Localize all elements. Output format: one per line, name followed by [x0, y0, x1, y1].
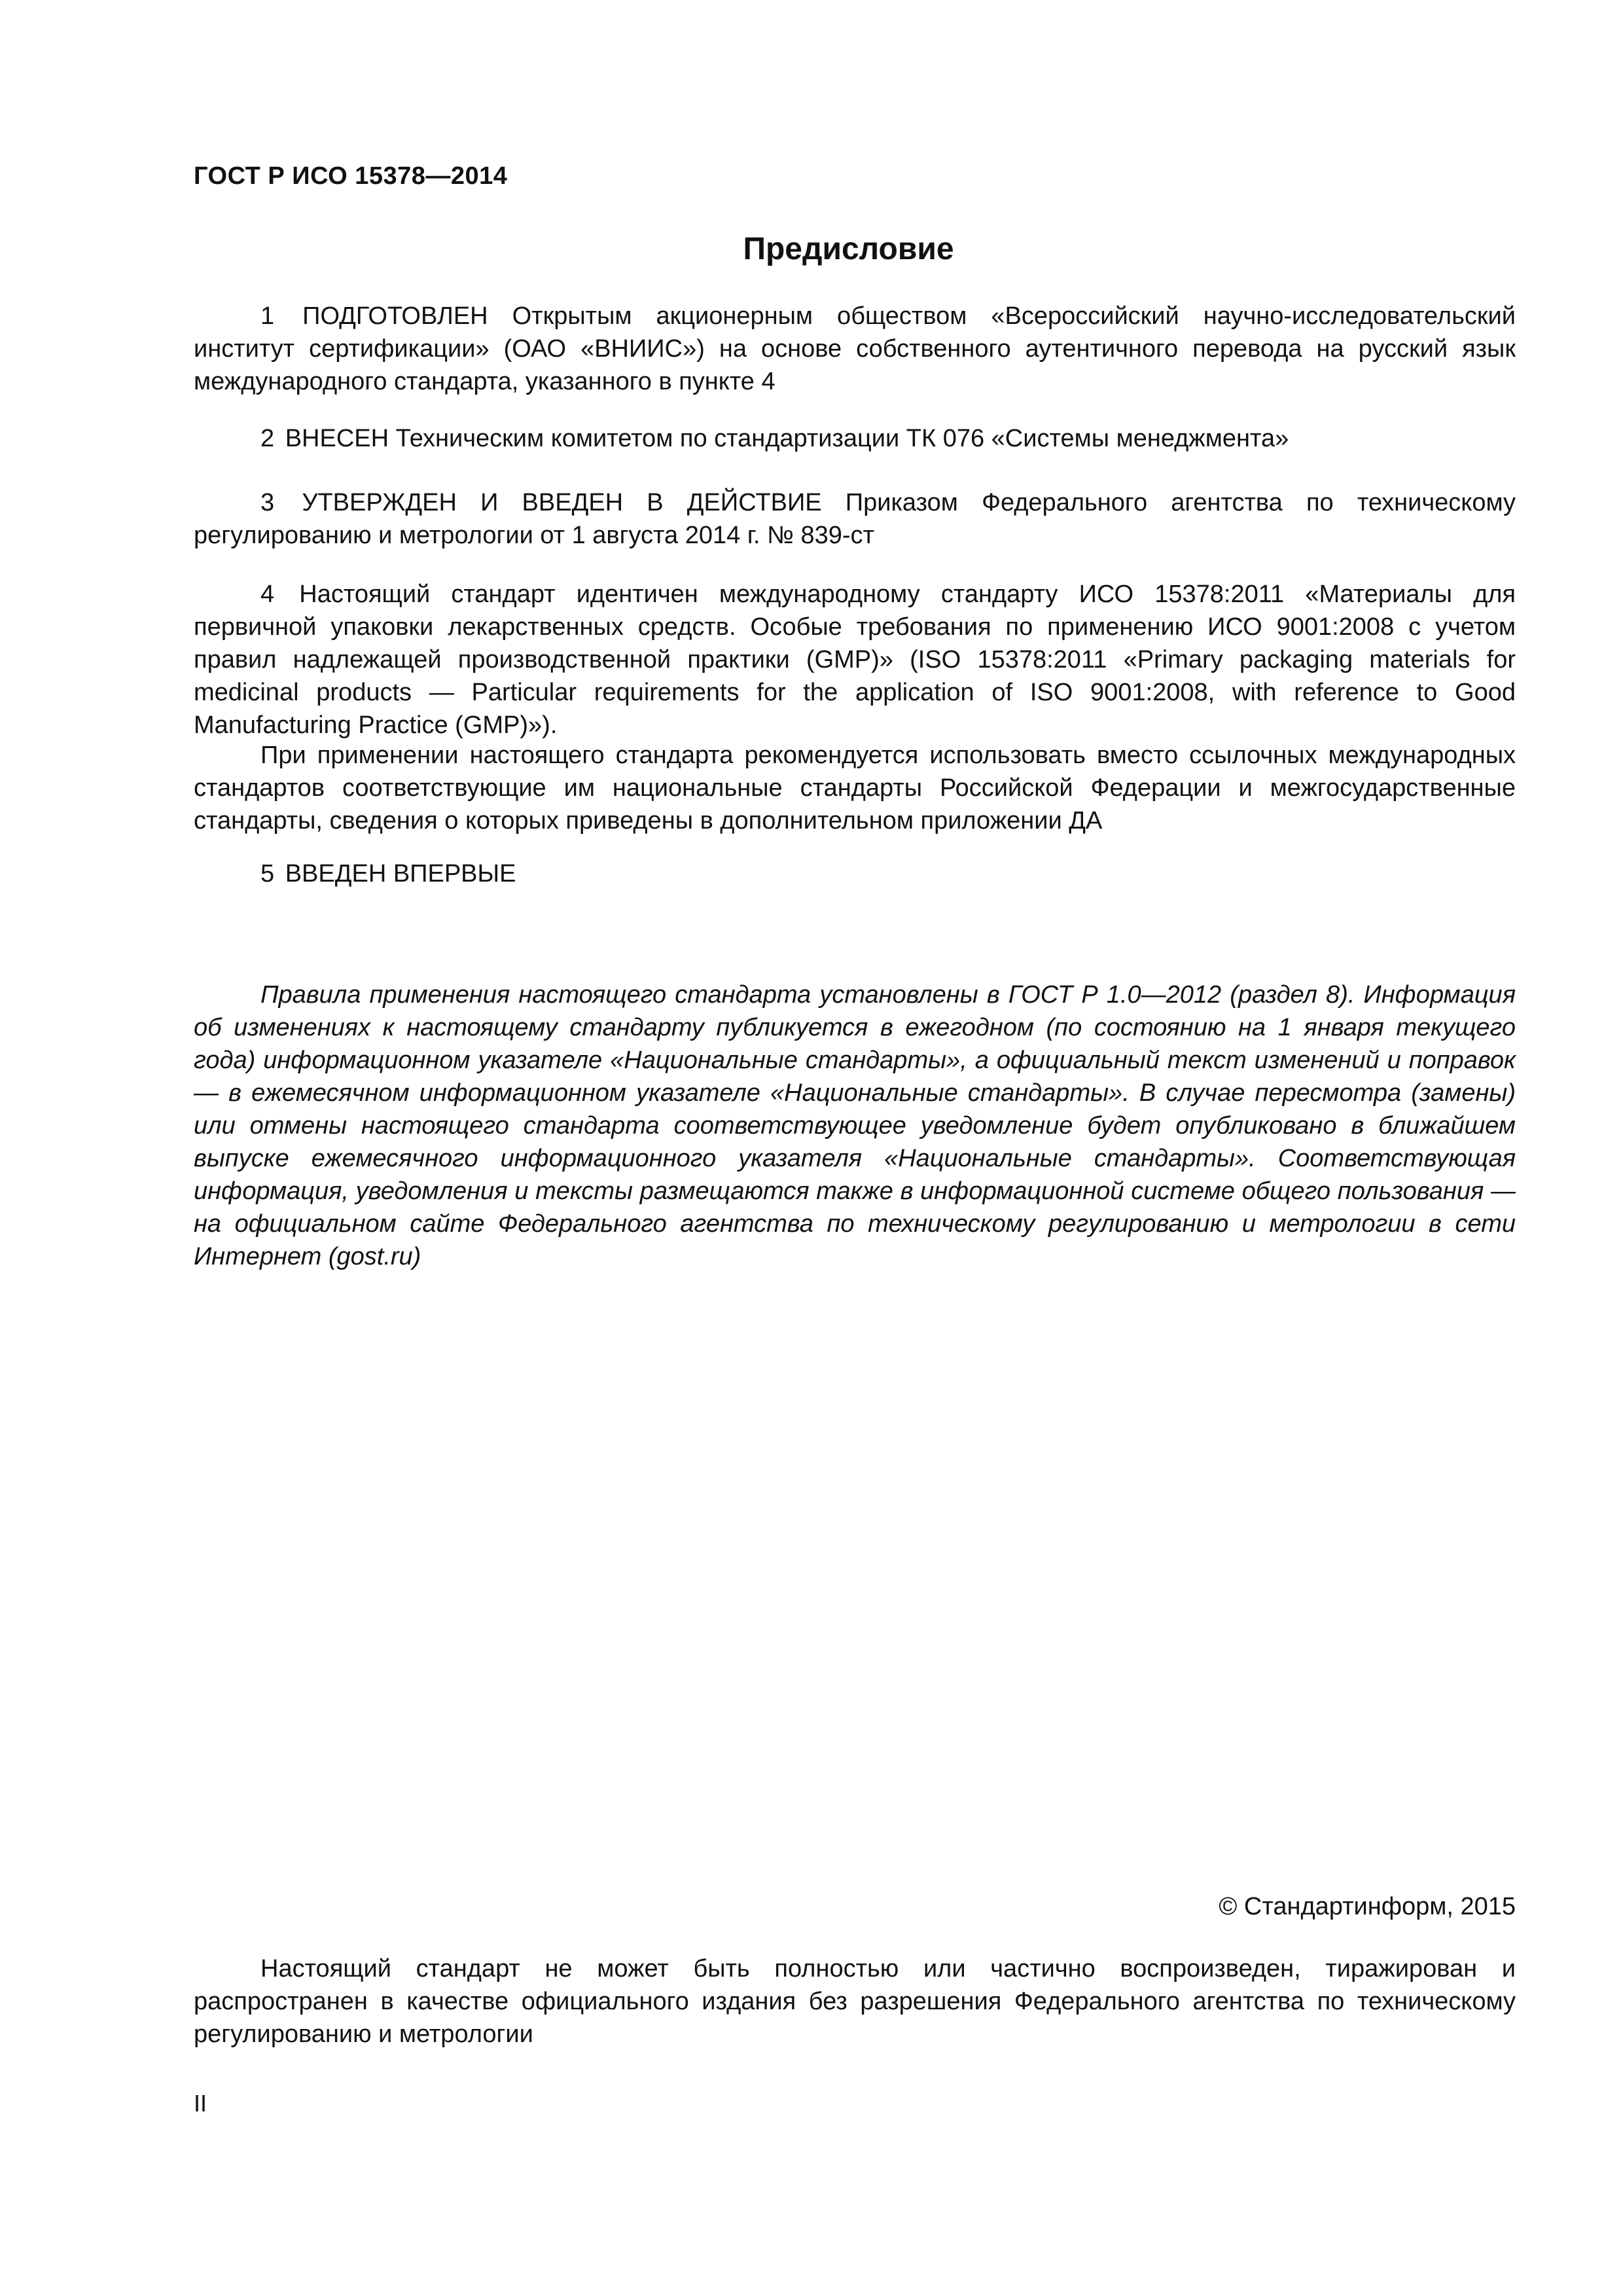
foreword-item-3 — [194, 486, 1516, 552]
item-lead: ВВЕДЕН ВПЕРВЫЕ — [285, 860, 516, 888]
foreword-item-5 — [194, 857, 1516, 890]
page-number: II — [194, 2090, 207, 2117]
foreword-item-2 — [194, 422, 1516, 455]
item-number: 3 — [260, 489, 275, 516]
item-lead: ПОДГОТОВЛЕН — [302, 302, 488, 330]
item-text: Настоящий стандарт идентичен международному стандарту ИСО 15378:2011 «Материалы для первичной упаковки лекарственных средств. Особые требования по применению ИСО 9001:2008 с учетом правил надлежащей производственной практики (GMP)» (ISO 15378:2011 «Primary packaging materials for medicinal products — Particular requirements for the application of ISO 9001:2008, with reference to Good Manufacturing Practice (GMP)»). — [194, 581, 1516, 739]
rules-notice: Правила применения настоящего стандарта установлены в ГОСТ Р 1.0—2012 (раздел 8). Информация об изменениях к настоящему стандарту публикуется в ежегодном (по состоянию на 1 января текущего года) информационном указателе «Национальные стандарты», а официальный текст изменений и поправок — в ежемесячном информационном указателе «Национальные стандарты». В случае пересмотра (замены) или отмены настоящего стандарта соответствующее уведомление будет опубликовано в ближайшем выпуске ежемесячного информационного указателя «Национальные стандарты». Соответствующая информация, уведомления и тексты размещаются также в информационной системе общего пользования — на официальном сайте Федерального агентства по техническому регулированию и метрологии в сети Интернет (gost.ru) — [194, 981, 1516, 1270]
item-number: 2 — [260, 425, 275, 452]
legal-notice: Настоящий стандарт не может быть полностью или частично воспроизведен, тиражирован и распространен в качестве официального издания без разрешения Федерального агентства по техническому регулированию и метрологии — [194, 1955, 1516, 2048]
item-lead: ВНЕСЕН — [285, 425, 389, 452]
item-text: Приказом Федерального агентства по техническому регулированию и метрологии от 1 августа 2014 г. № 839-ст — [194, 489, 1516, 549]
foreword-item-4-continuation: При применении настоящего стандарта рекомендуется использовать вместо ссылочных международных стандартов соответствующие им национальные стандарты Российской Федерации и межгосударственные стандарты, сведения о которых приведены в дополнительном приложении ДА — [194, 742, 1516, 834]
foreword-item-1 — [194, 300, 1516, 398]
item-number: 4 — [260, 581, 275, 608]
item-text: Техническим комитетом по стандартизации ТК 076 «Системы менеджмента» — [395, 425, 1289, 452]
copyright-notice: © Стандартинформ, 2015 — [1219, 1893, 1516, 1920]
item-text: Открытым акционерным обществом «Всероссийский научно-исследовательский институт сертификации» (ОАО «ВНИИС») на основе собственного аутентичного перевода на русский язык международного стандарта, указанного в пункте 4 — [194, 302, 1516, 395]
document-code-header: ГОСТ Р ИСО 15378—2014 — [194, 162, 508, 190]
section-title: Предисловие — [743, 232, 954, 266]
item-lead: УТВЕРЖДЕН И ВВЕДЕН В ДЕЙСТВИЕ — [302, 489, 822, 516]
item-number: 1 — [260, 302, 275, 330]
foreword-item-4 — [194, 578, 1516, 742]
item-number: 5 — [260, 860, 275, 888]
